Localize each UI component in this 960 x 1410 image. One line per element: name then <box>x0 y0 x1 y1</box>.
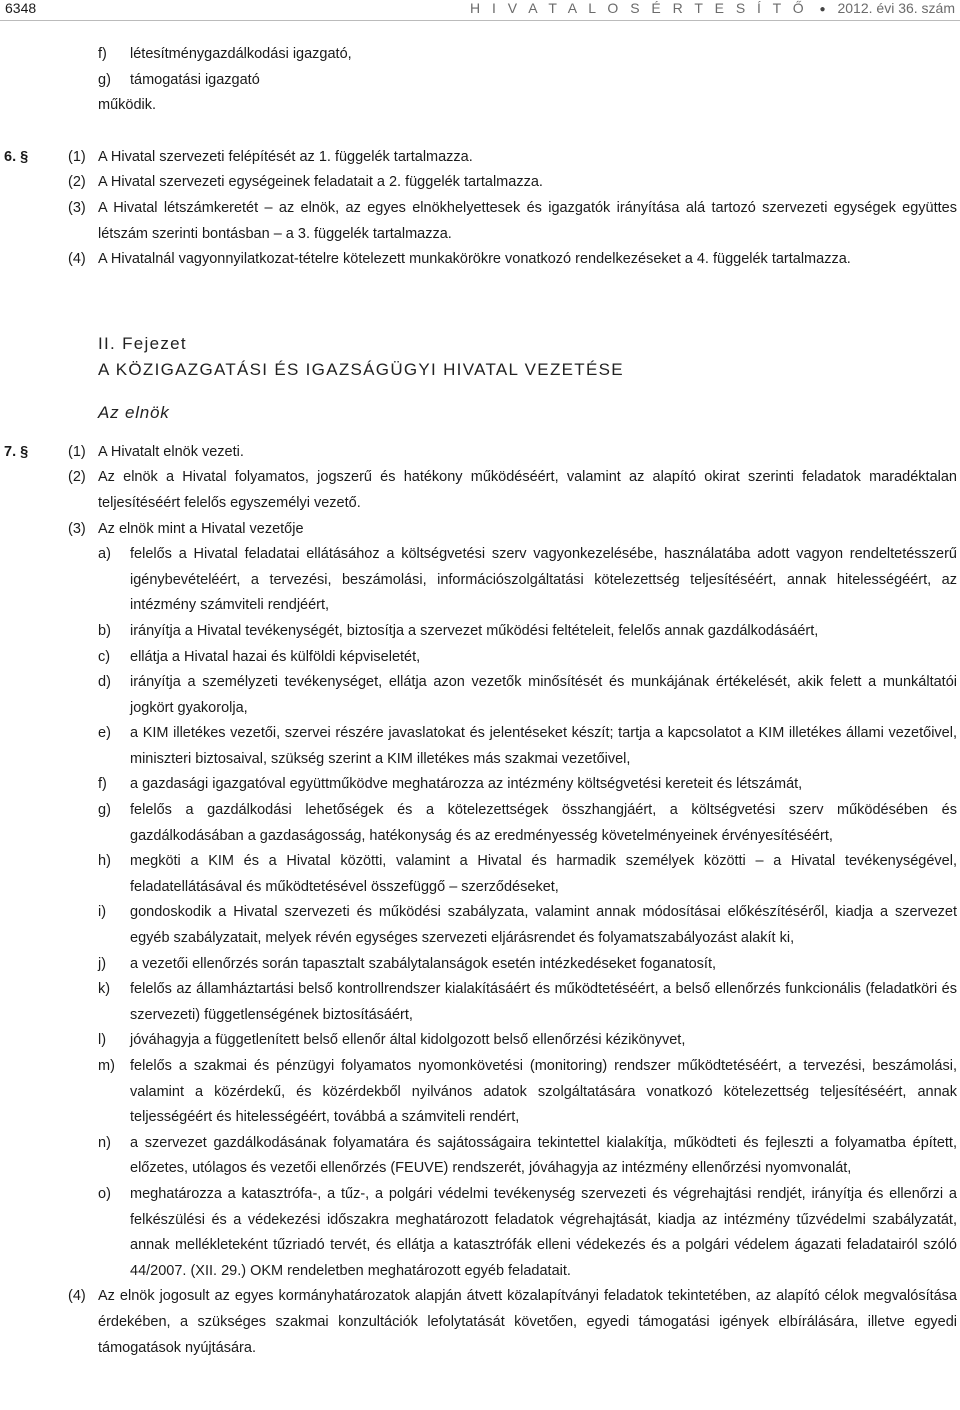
item-marker: b) <box>98 622 111 639</box>
item-text: megköti a KIM és a Hivatal közötti, valamint a Hivatal és harmadik személyek közötti – a Hivatal tevékenységével, feladatellátásával és működtetésével összefüggő – szerződéseket, <box>130 853 957 895</box>
item-marker: n) <box>98 1134 111 1151</box>
list-item <box>0 1028 960 1054</box>
paragraph-number: (2) <box>68 174 86 191</box>
section-7-paragraph-1 <box>0 440 960 466</box>
paragraph-number: (4) <box>68 1288 86 1305</box>
journal-title: H I V A T A L O S É R T E S Í T Ő <box>469 0 808 16</box>
bullet-icon: ● <box>819 4 826 15</box>
item-text: ellátja a Hivatal hazai és külföldi képviseletét, <box>130 648 421 665</box>
journal-header <box>470 0 955 16</box>
item-marker: f) <box>98 776 107 793</box>
paragraph-text: Az elnök a Hivatal folyamatos, jogszerű és hatékony működéséért, valamint az alapító okirat szerinti feladatok maradéktalan teljesítéséért felelős egyszemélyi vezető. <box>98 469 957 511</box>
paragraph-text: A Hivatalt elnök vezeti. <box>98 443 244 460</box>
item-text: felelős a Hivatal feladatai ellátásához a költségvetési szerv vagyonkezelésébe, használatába adott vagyon rendeltetésszerű igénybevételéért, a tervezési, beszámolási, információszolgáltatási kötelezettség teljesítéséért, annak hitelességéért, az intézmény számviteli rendjéért, <box>130 546 957 614</box>
list-item <box>0 619 960 645</box>
item-text: felelős az államháztartási belső kontrollrendszer kialakításáért és működtetéséért, a belső ellenőrzés funkcionális (feladatköri és szervezeti) függetlenségének biztosításáért, <box>130 981 957 1023</box>
issue-label: 2012. évi 36. szám <box>837 0 955 16</box>
list-closing-text: működik. <box>98 97 157 114</box>
item-marker: g) <box>98 71 111 88</box>
list-item <box>0 977 960 1028</box>
list-item <box>0 798 960 849</box>
item-marker: m) <box>98 1058 115 1074</box>
item-text: irányítja a Hivatal tevékenységét, biztosítja a szervezet működési feltételeit, felelős annak gazdálkodásáért, <box>130 622 819 639</box>
item-text: jóváhagyja a függetlenített belső ellenőr által kidolgozott belső ellenőrzési kézikönyvet, <box>130 1032 686 1049</box>
item-text: támogatási igazgató <box>130 71 260 88</box>
item-marker: g) <box>98 802 111 819</box>
paragraph-text: A Hivatal szervezeti felépítését az 1. függelék tartalmazza. <box>98 148 473 165</box>
item-text: meghatározza a katasztrófa-, a tűz-, a polgári védelmi tevékenység szervezeti és végrehajtási rendjét, irányítja és ellenőrzi a felkészülési és a védekezési időszakra meghatározott feladatok végrehajtását, kiadja az intézmény tűzvédelmi szabályzatát, annak mellékleteként tűzriadó tervét, és ellátja a katasztrófák elleni védekezés és a polgári védelem ágazati feladatairól szóló 44/2007. (XII. 29.) OKM rendeletben meghatározott egyéb feladatait. <box>130 1185 957 1279</box>
section-6-paragraph-4 <box>0 247 960 273</box>
paragraph-number: (1) <box>68 443 86 460</box>
item-text: a gazdasági igazgatóval együttműködve meghatározza az intézmény költségvetési kereteit és létszámát, <box>130 776 803 793</box>
section-6-paragraph-1 <box>0 145 960 171</box>
page-number: 6348 <box>5 0 37 16</box>
paragraph-number: (2) <box>68 469 86 486</box>
paragraph-text: Az elnök mint a Hivatal vezetője <box>98 520 304 537</box>
item-marker: a) <box>98 546 111 563</box>
list-item <box>0 1054 960 1131</box>
document-body <box>0 42 960 1361</box>
item-marker: c) <box>98 648 111 665</box>
paragraph-text: A Hivatal létszámkeretét – az elnök, az egyes elnökhelyettesek és igazgatók irányítása alá tartozó szervezeti egységek együttes létszám szerinti bontásban – a 3. függelék tartalmazza. <box>98 199 957 242</box>
item-text: a KIM illetékes vezetői, szervei részére javaslatokat és jelentéseket készít; tartja a kapcsolatot a KIM illetékes állami vezetőivel, miniszteri biztosaival, szükség szerint a KIM illetékes más szakmai vezetőivel, <box>130 725 957 767</box>
item-marker: l) <box>98 1032 107 1049</box>
item-text: gondoskodik a Hivatal szervezeti és működési szabályzata, valamint annak módosításai előkészítéséről, kiadja a szervezet egyéb szabályzatait, melyek révén egységes szervezeti eljárásrendet és folyamatszabályozást alakít ki, <box>130 904 957 947</box>
list-item <box>0 1182 960 1284</box>
item-marker: i) <box>98 904 107 921</box>
list-item <box>0 952 960 978</box>
paragraph-text: Az elnök jogosult az egyes kormányhatározatok alapján átvett közalapítványi feladatok tekintetében, az alapító célok megvalósítása érdekében, a szükséges szakmai konzultációk lefolytatását követően, egyedi támogatási igények elbírálására, illetve egyedi támogatások nyújtására. <box>98 1288 957 1356</box>
paragraph-text: A Hivatal szervezeti egységeinek feladatait a 2. függelék tartalmazza. <box>98 174 543 191</box>
list-item <box>0 721 960 772</box>
section-7-paragraph-3 <box>0 517 960 543</box>
item-marker: k) <box>98 981 111 998</box>
item-text: a vezetői ellenőrzés során tapasztalt szabálytalanságok esetén intézkedéseket foganatosít, <box>130 955 717 972</box>
list-item <box>0 1131 960 1182</box>
item-marker: h) <box>98 853 111 870</box>
item-text: felelős a szakmai és pénzügyi folyamatos nyomonkövetési (monitoring) rendszer működtetéséért, a tervezési, beszámolási, valamint a közérdekű, és közérdekből nyilvános adatok szolgáltatására vonatkozó kötelezettség teljesítéséért, annak teljességéért és hitelességéért, továbbá a számviteli rendért, <box>130 1058 957 1126</box>
section-7-paragraph-4 <box>0 1284 960 1361</box>
list-item <box>0 542 960 619</box>
item-text: a szervezet gazdálkodásának folyamatára és sajátosságaira tekintettel kialakítja, működteti és fejleszti a folyamatba épített, előzetes, utólagos és vezetői ellenőrzés (FEUVE) rendszerét, jóváhagyja az intézmény ellenőrzési nyomvonalát, <box>130 1134 957 1177</box>
item-text: felelős a gazdálkodási lehetőségek és a kötelezettségek összhangjáért, a költségvetési szerv működésében és gazdálkodásában a gazdaságosság, hatékonyság és az eredményesség követelményeinek érvényesítéséért, <box>130 802 957 844</box>
section-6-paragraph-3 <box>0 196 960 247</box>
section-6-paragraph-2 <box>0 170 960 196</box>
subheading: Az elnök <box>98 402 170 422</box>
list-item <box>0 42 960 68</box>
item-marker: j) <box>98 955 107 972</box>
list-item <box>0 849 960 900</box>
item-marker: o) <box>98 1185 111 1202</box>
paragraph-number: (1) <box>68 148 86 165</box>
list-item <box>0 772 960 798</box>
paragraph-number: (4) <box>68 251 86 268</box>
item-text: létesítménygazdálkodási igazgató, <box>130 46 352 62</box>
list-item <box>0 900 960 951</box>
header-divider <box>0 20 960 21</box>
page-header <box>0 0 960 22</box>
section-number: 6. § <box>4 148 29 165</box>
paragraph-number: (3) <box>68 520 86 537</box>
list-item <box>0 670 960 721</box>
item-text: irányítja a személyzeti tevékenységet, ellátja azon vezetők minősítését és munkájának értékelését, akik felett a munkáltatói jogkört gyakorolja, <box>130 674 957 716</box>
paragraph-number: (3) <box>68 199 86 216</box>
section-number: 7. § <box>4 443 29 460</box>
chapter-number: II. Fejezet <box>98 333 187 353</box>
list-item <box>0 645 960 671</box>
section-7-paragraph-2 <box>0 465 960 516</box>
item-marker: f) <box>98 46 107 62</box>
item-marker: d) <box>98 674 111 691</box>
paragraph-text: A Hivatalnál vagyonnyilatkozat-tételre kötelezett munkakörökre vonatkozó rendelkezéseket a 4. függelék tartalmazza. <box>98 251 851 268</box>
item-marker: e) <box>98 725 111 742</box>
chapter-title: A KÖZIGAZGATÁSI ÉS IGAZSÁGÜGYI HIVATAL VEZETÉSE <box>98 359 624 379</box>
list-item <box>0 68 960 94</box>
